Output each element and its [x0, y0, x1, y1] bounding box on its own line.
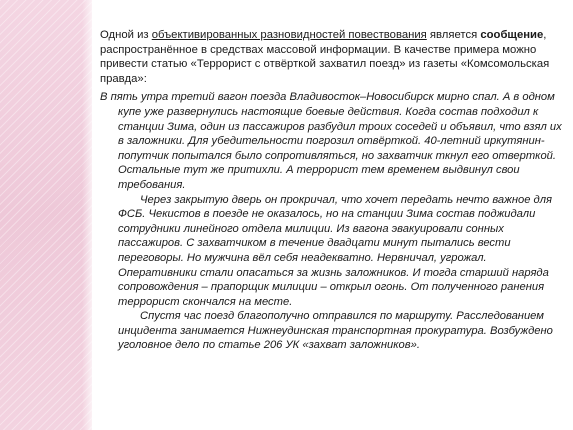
side-band-shade: [82, 0, 92, 430]
intro-text-2: является: [426, 29, 481, 41]
decorative-side-band: [0, 0, 92, 430]
intro-bold-term: сообщение: [480, 29, 544, 41]
article-paragraph-2: Через закрытую дверь он прокричал, что хочет передать нечто важное для ФСБ. Чекистов в поезде не оказалось, но на станции Зима состав поджидали сотрудники линейного отдела милиции. Из вагона эвакуировали сонных пассажиров. С захватчиком в течение двадцати минут пытались вести переговоры. Но мужчина вёл себя неадекватно. Нервничал, угрожал. Оперативники стали опасаться за жизнь заложников. И тогда старший наряда сопровождения – прапорщик милиции – открыл огонь. От полученного ранения террорист скончался на месте.: [118, 193, 553, 308]
intro-text-3: , распространённое в средствах массовой информации. В качестве примера можно привести статью «Террорист с отвёрткой захватил поезд» из газеты «Комсомольская правда»:: [100, 29, 550, 85]
slide-content: [100, 28, 562, 353]
intro-underlined-term: объективированных разновидностей повествования: [151, 29, 427, 41]
intro-text-1: Одной из: [100, 29, 152, 41]
article-quote: [100, 90, 562, 353]
article-paragraph-3: Спустя час поезд благополучно отправился по маршруту. Расследованием инцидента занимается Нижнеудинская транспортная прокуратура. Возбуждено уголовное дело по статье 206 УК «захват заложников».: [118, 310, 553, 352]
intro-paragraph: [100, 28, 562, 86]
article-paragraph-1: В пять утра третий вагон поезда Владивосток–Новосибирск мирно спал. А в одном купе уже развернулись настоящие боевые действия. Когда состав подходил к станции Зима, один из пассажиров разбудил троих соседей и объявил, что взял их в заложники. Для убедительности погрозил отвёрткой. 40-летний иркутянин-попутчик попытался было сопротивляться, но захватчик ткнул его отверткой. Остальные тут же притихли. А террорист тем временем выдвинул свои требования.: [100, 91, 562, 191]
